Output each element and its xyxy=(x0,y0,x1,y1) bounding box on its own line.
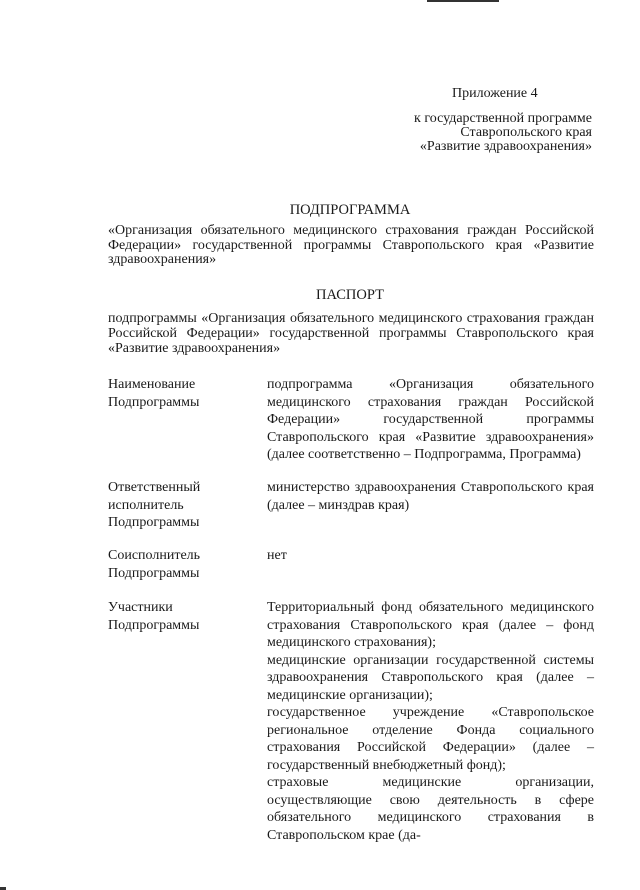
approval-block xyxy=(414,112,592,154)
passport-subtitle: подпрограммы «Организация обязательного медицинского страхования граждан Российской Федерации» государственной программы Ставропольского края «Развитие здравоохранения» xyxy=(108,311,594,356)
subprogram-heading: ПОДПРОГРАММА xyxy=(289,202,411,218)
row-label: Наименование Подпрограммы xyxy=(108,377,200,410)
row-value: министерство здравоохранения Ставропольского края (далее – минздрав края) xyxy=(267,480,594,513)
participant-item: Территориальный фонд обязательного медицинского страхования Ставропольского края (далее – фонд медицинского страхования); xyxy=(267,600,594,650)
approval-line: Ставропольского края xyxy=(460,125,592,140)
participant-item: медицинские организации государственной системы здравоохранения Ставропольского края (далее – медицинские организации); xyxy=(267,652,594,703)
row-label: Участники Подпрограммы xyxy=(108,600,200,633)
approval-line: к государственной программе xyxy=(414,111,592,126)
row-value-list xyxy=(267,599,594,844)
participant-item: государственное учреждение «Ставропольское региональное отделение Фонда социального страхования Российской Федерации» (далее – государственный внебюджетный фонд); xyxy=(267,705,594,773)
row-value: подпрограмма «Организация обязательного медицинского страхования граждан Российской Федерации» государственной программы Ставропольского края «Развитие здравоохранения» (далее соответственно – Подпрограмма, Программа) xyxy=(267,377,594,462)
passport-heading: ПАСПОРТ xyxy=(316,287,384,303)
participant-item: страховые медицинские организации, осуществляющие свою деятельность в сфере обязательного медицинского страхования в Ставропольском крае (да- xyxy=(267,775,594,843)
row-label: Ответственный исполнитель Подпрограммы xyxy=(108,480,201,530)
appendix-number: Приложение 4 xyxy=(452,86,538,101)
row-value: нет xyxy=(267,548,287,563)
scan-mark xyxy=(427,0,499,8)
row-label: Соисполнитель Подпрограммы xyxy=(108,548,201,581)
approval-line: «Развитие здравоохранения» xyxy=(419,139,592,154)
subprogram-title: «Организация обязательного медицинского страхования граждан Российской Федерации» государственной программы Ставропольского края «Развитие здравоохранения» xyxy=(108,223,594,267)
